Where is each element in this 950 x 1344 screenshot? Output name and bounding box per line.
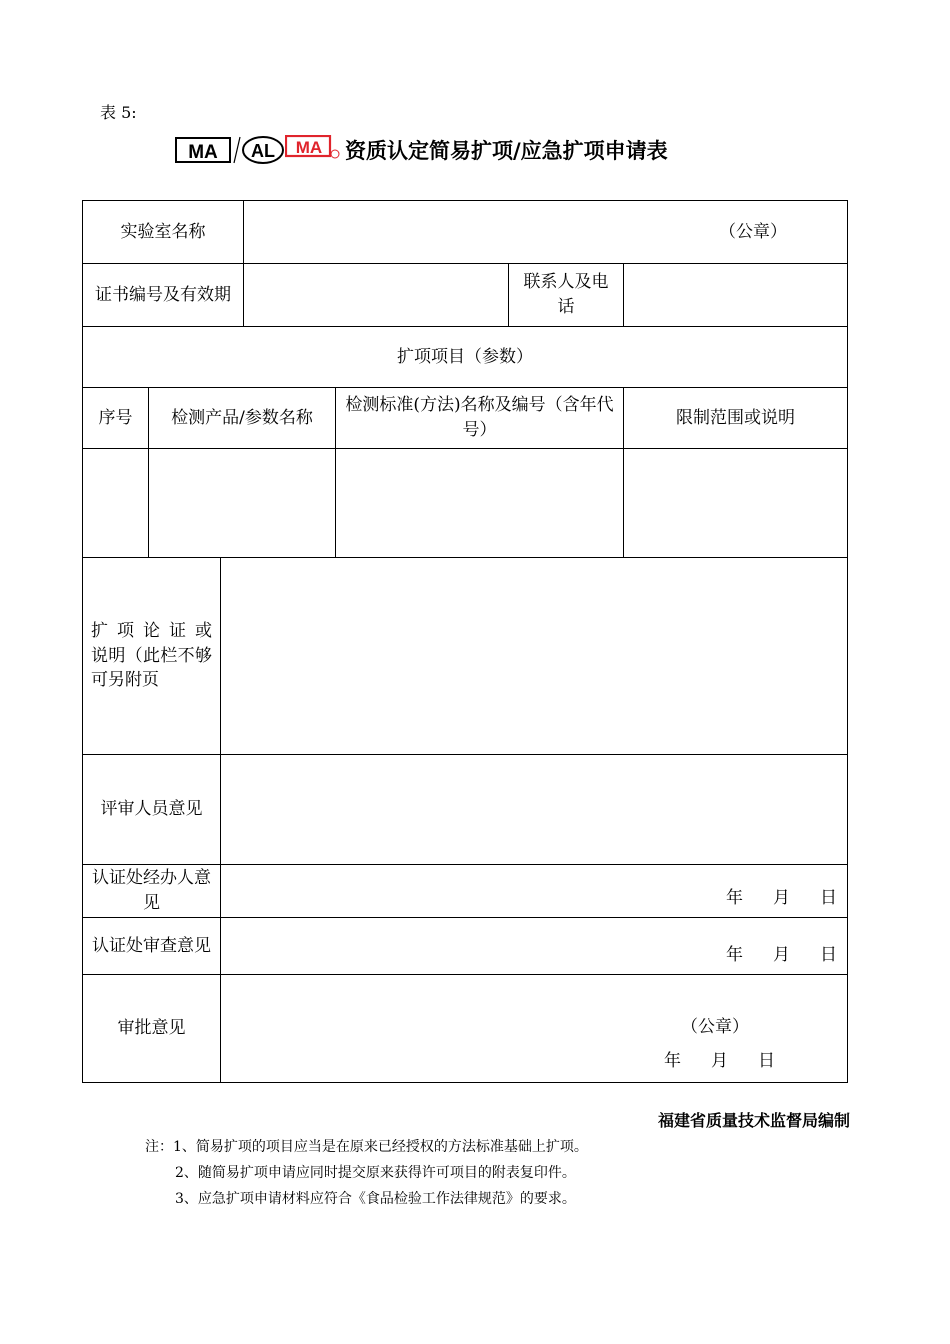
justification-row [83,558,848,755]
note-2: 2、随简易扩项申请应同时提交原来获得许可项目的附表复印件。 [175,1165,576,1181]
form-title: 资质认定简易扩项/应急扩项申请表 [345,139,668,163]
item-product-field[interactable] [149,449,336,558]
approval-label: 审批意见 [83,975,221,1083]
certification-logos [175,135,341,165]
svg-text:MA: MA [295,138,323,157]
notes [145,1134,588,1212]
contact-field[interactable] [624,264,848,327]
col-standard-header: 检测标准(方法)名称及编号（含年代号） [336,388,624,449]
lab-name-label: 实验室名称 [83,201,244,264]
items-header-row [83,327,848,388]
item-no-field[interactable] [83,449,149,558]
col-limit-header: 限制范围或说明 [624,388,848,449]
auditor-label: 认证处审查意见 [83,918,221,975]
item-limit-field[interactable] [624,449,848,558]
approval-field[interactable] [221,975,848,1083]
justification-label: 扩 项 论 证 或说明（此栏不够可另附页 [83,558,221,755]
title-row [175,132,668,168]
reviewer-field[interactable] [221,755,848,865]
col-product-header: 检测产品/参数名称 [149,388,336,449]
approval-row [83,975,848,1083]
items-entry-row [83,449,848,558]
cma-red-logo [285,135,341,165]
cert-field[interactable] [244,264,509,327]
svg-text:AL: AL [251,141,275,161]
justification-field[interactable] [221,558,848,755]
contact-label: 联系人及电话 [509,264,624,327]
auditor-date: 年 月 日 [726,945,838,966]
items-header: 扩项项目（参数） [83,327,848,388]
items-columns-row [83,388,848,449]
approval-stamp: （公章） [681,1017,750,1037]
lab-stamp: （公章） [719,221,788,242]
reviewer-row [83,755,848,865]
auditor-field[interactable] [221,918,848,975]
handler-date: 年 月 日 [726,888,838,909]
reviewer-label: 评审人员意见 [83,755,221,865]
compiled-by: 福建省质量技术监督局编制 [657,1111,850,1130]
lab-name-row [83,201,848,264]
auditor-row [83,918,848,975]
cma-logo [175,135,233,165]
item-standard-field[interactable] [336,449,624,558]
handler-row [83,865,848,918]
divider-slash-icon [233,135,241,165]
application-form-table [82,200,848,1083]
cert-contact-row [83,264,848,327]
lab-name-field[interactable] [244,201,848,264]
note-1: 注：1、简易扩项的项目应当是在原来已经授权的方法标准基础上扩项。 [145,1139,588,1155]
note-3: 3、应急扩项申请材料应符合《食品检验工作法律规范》的要求。 [175,1191,576,1207]
cert-label: 证书编号及有效期 [83,264,244,327]
svg-text:MA: MA [188,142,218,163]
handler-field[interactable] [221,865,848,918]
col-no-header: 序号 [83,388,149,449]
handler-label: 认证处经办人意见 [83,865,221,918]
approval-date: 年 月 日 [664,1051,776,1071]
cal-logo [241,135,285,165]
table-label: 表 5: [100,103,137,122]
